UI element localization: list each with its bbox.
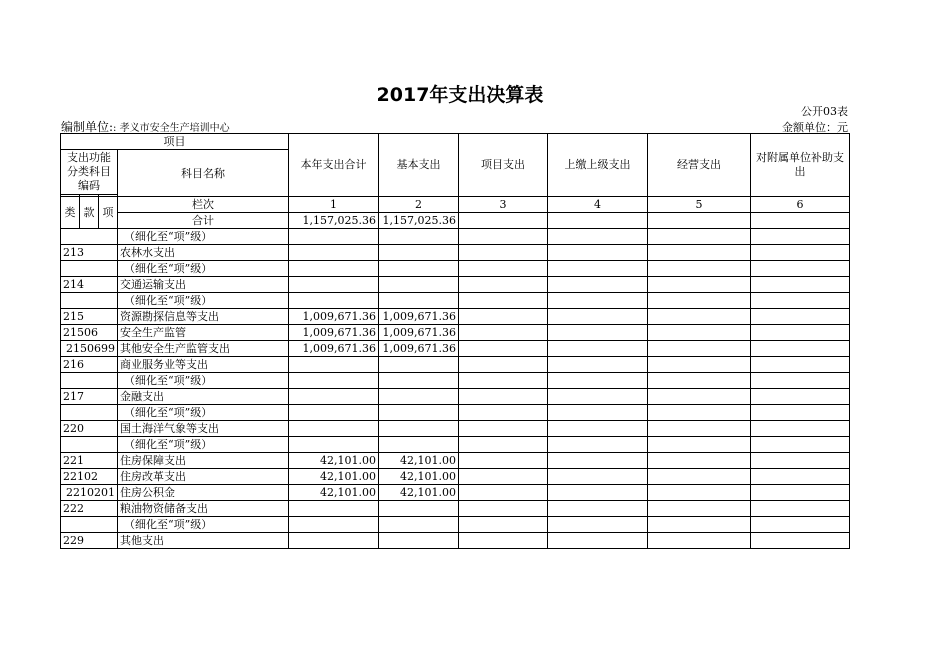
row-value-1 <box>289 421 379 437</box>
table-row <box>61 389 850 405</box>
row-value-2: 42,101.00 <box>379 469 459 485</box>
row-value-1: 42,101.00 <box>289 485 379 501</box>
row-value-4 <box>548 533 648 549</box>
row-value-2 <box>379 389 459 405</box>
row-value-4 <box>548 501 648 517</box>
row-value-2: 42,101.00 <box>379 485 459 501</box>
row-value-2 <box>379 261 459 277</box>
row-code: 213 <box>61 245 118 261</box>
total-value-6 <box>751 213 850 229</box>
header-col-6: 对附属单位补助支出 <box>751 134 850 197</box>
table-row <box>61 341 850 357</box>
row-value-5 <box>648 373 751 389</box>
row-code: 2210201 <box>61 485 118 501</box>
row-code: 216 <box>61 357 118 373</box>
row-value-5 <box>648 437 751 453</box>
row-value-3 <box>459 309 548 325</box>
col-number-4: 4 <box>548 197 648 213</box>
row-value-4 <box>548 229 648 245</box>
table-row <box>61 485 850 501</box>
row-code: 221 <box>61 453 118 469</box>
table-row <box>61 501 850 517</box>
row-value-3 <box>459 517 548 533</box>
row-value-6 <box>751 501 850 517</box>
table-row <box>61 373 850 389</box>
total-value-1: 1,157,025.36 <box>289 213 379 229</box>
row-subject-name: （细化至“项”级） <box>118 405 289 421</box>
row-value-1 <box>289 293 379 309</box>
row-subject-name: 住房公积金 <box>118 485 289 501</box>
row-value-5 <box>648 421 751 437</box>
total-value-3 <box>459 213 548 229</box>
table-row <box>61 437 850 453</box>
row-code: 22102 <box>61 469 118 485</box>
row-value-6 <box>751 229 850 245</box>
total-label: 合计 <box>118 213 289 229</box>
row-value-6 <box>751 405 850 421</box>
row-code: 217 <box>61 389 118 405</box>
row-code <box>61 405 118 421</box>
row-value-4 <box>548 389 648 405</box>
row-subject-name: 粮油物资储备支出 <box>118 501 289 517</box>
row-value-6 <box>751 245 850 261</box>
row-value-4 <box>548 325 648 341</box>
form-number: 公开03表 <box>801 105 848 118</box>
row-value-2: 42,101.00 <box>379 453 459 469</box>
header-lei: 类 <box>61 197 80 229</box>
row-value-1 <box>289 357 379 373</box>
row-value-2: 1,009,671.36 <box>379 309 459 325</box>
table-row <box>61 229 850 245</box>
row-value-3 <box>459 453 548 469</box>
row-value-3 <box>459 325 548 341</box>
row-value-5 <box>648 229 751 245</box>
header-item: 项目 <box>61 134 289 150</box>
col-number-2: 2 <box>379 197 459 213</box>
row-value-6 <box>751 389 850 405</box>
row-value-6 <box>751 293 850 309</box>
col-number-6: 6 <box>751 197 850 213</box>
row-value-6 <box>751 341 850 357</box>
header-col-1: 本年支出合计 <box>289 134 379 197</box>
row-value-5 <box>648 293 751 309</box>
row-subject-name: （细化至“项”级） <box>118 373 289 389</box>
row-value-1: 1,009,671.36 <box>289 325 379 341</box>
header-col-5: 经营支出 <box>648 134 751 197</box>
row-value-1 <box>289 261 379 277</box>
table-row <box>61 245 850 261</box>
row-value-3 <box>459 405 548 421</box>
row-value-1 <box>289 277 379 293</box>
row-value-3 <box>459 277 548 293</box>
table-row <box>61 453 850 469</box>
row-value-5 <box>648 245 751 261</box>
row-value-6 <box>751 373 850 389</box>
row-subject-name: 交通运输支出 <box>118 277 289 293</box>
row-subject-name: 住房保障支出 <box>118 453 289 469</box>
row-value-4 <box>548 517 648 533</box>
col-number-1: 1 <box>289 197 379 213</box>
row-value-3 <box>459 293 548 309</box>
row-value-2 <box>379 373 459 389</box>
row-value-6 <box>751 421 850 437</box>
row-subject-name: 其他支出 <box>118 533 289 549</box>
row-value-4 <box>548 373 648 389</box>
row-value-3 <box>459 469 548 485</box>
row-value-1 <box>289 517 379 533</box>
row-code <box>61 373 118 389</box>
row-value-2 <box>379 229 459 245</box>
row-subject-name: 住房改革支出 <box>118 469 289 485</box>
row-value-4 <box>548 485 648 501</box>
row-value-2 <box>379 517 459 533</box>
row-value-5 <box>648 357 751 373</box>
row-code <box>61 437 118 453</box>
row-code: 229 <box>61 533 118 549</box>
row-code: 215 <box>61 309 118 325</box>
compiling-unit-label: 编制单位: <box>61 120 114 134</box>
table-row <box>61 517 850 533</box>
row-value-3 <box>459 421 548 437</box>
row-subject-name: （细化至“项”级） <box>118 437 289 453</box>
row-value-1 <box>289 245 379 261</box>
header-kuan: 款 <box>80 197 99 229</box>
row-value-1: 1,009,671.36 <box>289 341 379 357</box>
row-value-1 <box>289 437 379 453</box>
row-value-2: 1,009,671.36 <box>379 341 459 357</box>
row-value-2 <box>379 293 459 309</box>
row-value-2: 1,009,671.36 <box>379 325 459 341</box>
row-value-4 <box>548 405 648 421</box>
row-value-3 <box>459 245 548 261</box>
row-value-1: 42,101.00 <box>289 469 379 485</box>
table-row <box>61 469 850 485</box>
row-subject-name: 金融支出 <box>118 389 289 405</box>
compiling-unit-name: : 孝义市安全生产培训中心 <box>113 123 230 134</box>
row-value-5 <box>648 261 751 277</box>
row-value-3 <box>459 437 548 453</box>
row-value-1: 1,009,671.36 <box>289 309 379 325</box>
row-value-1 <box>289 501 379 517</box>
row-value-6 <box>751 517 850 533</box>
row-value-4 <box>548 341 648 357</box>
row-value-5 <box>648 277 751 293</box>
row-value-1 <box>289 389 379 405</box>
row-value-4 <box>548 469 648 485</box>
row-subject-name: 国土海洋气象等支出 <box>118 421 289 437</box>
row-value-1 <box>289 229 379 245</box>
row-value-5 <box>648 501 751 517</box>
row-code: 21506 <box>61 325 118 341</box>
table-body <box>61 229 850 549</box>
row-subject-name: （细化至“项”级） <box>118 229 289 245</box>
table-row <box>61 405 850 421</box>
row-value-3 <box>459 229 548 245</box>
header-col-4: 上缴上级支出 <box>548 134 648 197</box>
row-subject-name: 安全生产监管 <box>118 325 289 341</box>
table-row <box>61 533 850 549</box>
row-value-6 <box>751 325 850 341</box>
header-code-group: 支出功能分类科目编码 <box>61 150 118 195</box>
row-code <box>61 229 118 245</box>
row-value-4 <box>548 277 648 293</box>
row-value-4 <box>548 453 648 469</box>
row-value-5 <box>648 517 751 533</box>
row-value-2 <box>379 405 459 421</box>
row-code: 2150699 <box>61 341 118 357</box>
table-row <box>61 357 850 373</box>
row-value-5 <box>648 453 751 469</box>
row-value-1 <box>289 533 379 549</box>
row-value-1 <box>289 405 379 421</box>
expenditure-table <box>60 133 850 549</box>
row-value-3 <box>459 261 548 277</box>
row-subject-name: （细化至“项”级） <box>118 517 289 533</box>
row-value-5 <box>648 405 751 421</box>
row-value-6 <box>751 469 850 485</box>
row-value-4 <box>548 245 648 261</box>
row-subject-name: （细化至“项”级） <box>118 261 289 277</box>
row-value-2 <box>379 357 459 373</box>
row-subject-name: （细化至“项”级） <box>118 293 289 309</box>
row-subject-name: 其他安全生产监管支出 <box>118 341 289 357</box>
total-value-5 <box>648 213 751 229</box>
row-subject-name: 农林水支出 <box>118 245 289 261</box>
total-value-2: 1,157,025.36 <box>379 213 459 229</box>
header-col-3: 项目支出 <box>459 134 548 197</box>
row-value-5 <box>648 533 751 549</box>
row-value-6 <box>751 309 850 325</box>
table-row <box>61 325 850 341</box>
table-row <box>61 421 850 437</box>
row-value-1 <box>289 373 379 389</box>
table-row <box>61 309 850 325</box>
row-value-6 <box>751 261 850 277</box>
row-value-6 <box>751 453 850 469</box>
header-col-2: 基本支出 <box>379 134 459 197</box>
row-value-3 <box>459 533 548 549</box>
row-code <box>61 261 118 277</box>
row-value-3 <box>459 389 548 405</box>
row-value-3 <box>459 357 548 373</box>
row-value-3 <box>459 485 548 501</box>
row-value-2 <box>379 421 459 437</box>
row-value-3 <box>459 373 548 389</box>
total-value-4 <box>548 213 648 229</box>
row-value-5 <box>648 309 751 325</box>
row-value-6 <box>751 437 850 453</box>
table-header <box>61 134 850 229</box>
row-value-6 <box>751 277 850 293</box>
row-value-5 <box>648 485 751 501</box>
row-value-5 <box>648 469 751 485</box>
col-number-3: 3 <box>459 197 548 213</box>
row-value-4 <box>548 261 648 277</box>
row-value-4 <box>548 309 648 325</box>
header-xiang: 项 <box>99 197 118 229</box>
row-code <box>61 293 118 309</box>
header-subject-name: 科目名称 <box>118 150 289 197</box>
row-value-4 <box>548 293 648 309</box>
row-code <box>61 517 118 533</box>
row-value-2 <box>379 533 459 549</box>
page-title: 2017年支出决算表 <box>376 84 544 106</box>
row-code: 222 <box>61 501 118 517</box>
row-value-6 <box>751 533 850 549</box>
row-value-4 <box>548 357 648 373</box>
row-value-5 <box>648 389 751 405</box>
row-value-6 <box>751 357 850 373</box>
col-number-5: 5 <box>648 197 751 213</box>
row-subject-name: 商业服务业等支出 <box>118 357 289 373</box>
row-code: 214 <box>61 277 118 293</box>
row-value-2 <box>379 501 459 517</box>
row-value-5 <box>648 325 751 341</box>
row-value-5 <box>648 341 751 357</box>
row-value-3 <box>459 341 548 357</box>
row-value-2 <box>379 277 459 293</box>
row-value-4 <box>548 437 648 453</box>
row-subject-name: 资源勘探信息等支出 <box>118 309 289 325</box>
row-value-2 <box>379 245 459 261</box>
row-value-3 <box>459 501 548 517</box>
table-row <box>61 277 850 293</box>
row-code: 220 <box>61 421 118 437</box>
table-row <box>61 293 850 309</box>
header-column-order: 栏次 <box>118 197 289 213</box>
row-value-1: 42,101.00 <box>289 453 379 469</box>
row-value-4 <box>548 421 648 437</box>
row-value-2 <box>379 437 459 453</box>
table-row <box>61 261 850 277</box>
row-value-6 <box>751 485 850 501</box>
amount-unit: 金额单位：元 <box>782 121 848 134</box>
